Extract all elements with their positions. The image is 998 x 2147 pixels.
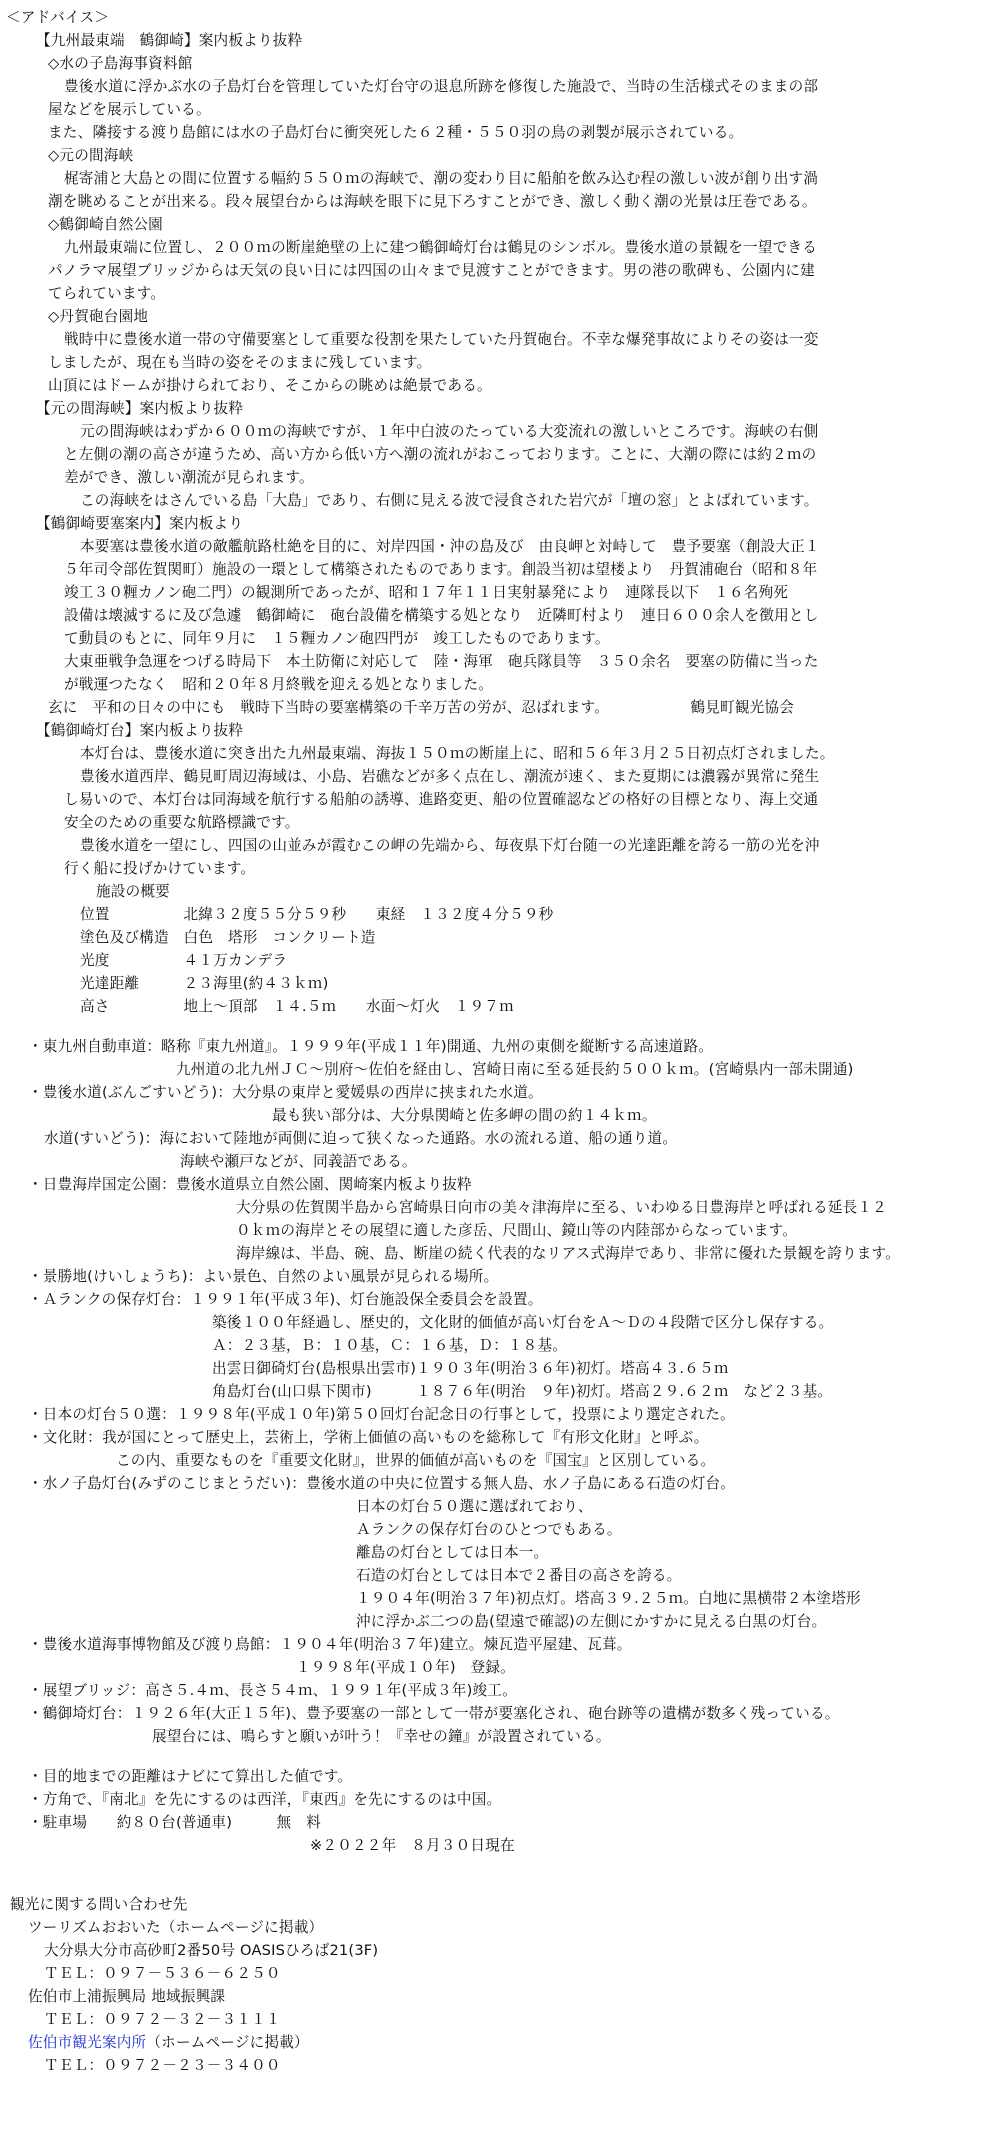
advice-line: ・鶴御埼灯台：１９２６年(大正１５年)、豊予要塞の一部として一帯が要塞化され、砲台跡等の遺構が数多く残っている。 [28,1705,840,1722]
advice-line: 位置 北緯３２度５５分５９秒 東経 １３２度４分５９秒 [80,906,554,923]
tourism-oita-name: ツーリズムおおいた（ホームページに掲載） [28,1919,324,1936]
advice-line: ０ｋｍの海岸とその展望に適した彦岳、尺間山、鏡山等の内陸部からなっています。 [236,1222,797,1239]
advice-line: 【鶴御崎灯台】案内板より抜粋 [36,722,244,739]
advice-line: しましたが、現在も当時の姿をそのままに残しています。 [48,354,432,371]
advice-line: 九州道の北九州ＪＣ～別府～佐伯を経由し、宮崎日南に至る延長約５００ｋｍ。(宮崎県内一部未開通) [176,1061,854,1078]
advice-line: 光度 ４１万カンデラ [80,952,288,969]
advice-line: ・文化財：我が国にとって歴史上，芸術上，学術上価値の高いものを総称して『有形文化財』と呼ぶ。 [28,1429,709,1446]
advice-line: 潮を眺めることが出来る。段々展望台からは海峡を眼下に見下ろすことができ、激しく動く潮の光景は圧巻である。 [48,193,817,210]
kamiura-office-tel: ＴＥＬ：０９７２－３２－３１１１ [44,2011,281,2028]
advice-header: ＜アドバイス＞ [6,9,110,26]
advice-line: と左側の潮の高さが違うため、高い方から低い方へ潮の流れがおこっております。ことに、大潮の際には約２ｍの [64,446,817,463]
advice-line: ◇鶴御崎自然公園 [48,216,163,233]
advice-line: １９０４年(明治３７年)初点灯。塔高３９.２５ｍ。白地に黒横帯２本塗塔形 [356,1590,861,1607]
advice-line: ・日本の灯台５０選：１９９８年(平成１０年)第５０回灯台記念日の行事として，投票により選定された。 [28,1406,735,1423]
advice-line: 行く船に投げかけています。 [64,860,256,877]
contact-heading: 観光に関する問い合わせ先 [10,1896,188,1913]
advice-line: 屋などを展示している。 [48,101,211,118]
advice-line: 元の間海峡はわずか６００ｍの海峡ですが、１年中白波のたっている大変流れの激しいところです。海峡の右側 [80,423,819,440]
advice-line: 玄に 平和の日々の中にも 戦時下当時の要塞構築の千辛万苦の労が、忍ばれます。 鶴見町観光協会 [48,699,795,716]
advice-line: 豊後水道に浮かぶ水の子島灯台を管理していた灯台守の退息所跡を修復した施設で、当時の生活様式そのままの部 [64,78,819,95]
advice-line: 築後１００年経過し、歴史的，文化財的価値が高い灯台をＡ～Ｄの４段階で区分し保存する。 [212,1314,834,1331]
advice-line: 水道(すいどう)：海において陸地が両側に迫って狭くなった通路。水の流れる道、船の通り道。 [44,1130,678,1147]
advice-line: ・豊後水道海事博物館及び渡り鳥館：１９０４年(明治３７年)建立。煉瓦造平屋建、瓦葺。 [28,1636,632,1653]
advice-line: 角島灯台(山口県下関市) １８７６年(明治 ９年)初灯。塔高２９.６２ｍ など２３基。 [212,1383,833,1400]
advice-line: 豊後水道西岸、鶴見町周辺海域は、小島、岩礁などが多く点在し、潮流が速く、また夏期には濃霧が異常に発生 [80,768,820,785]
advice-line: Ａランクの保存灯台のひとつでもある。 [356,1521,622,1538]
advice-line: 九州最東端に位置し、２００ｍの断崖絶壁の上に建つ鶴御崎灯台は鶴見のシンボル。豊後水道の景観を一望できる [64,239,817,256]
advice-line: ・目的地までの距離はナビにて算出した値です。 [28,1768,353,1785]
advice-line: ◇元の間海峡 [48,147,134,164]
advice-line: 大東亜戦争急運をつげる時局下 本土防衛に対応して 陸・海軍 砲兵隊員等 ３５０余名 要塞の防備に当った [64,653,819,670]
advice-line: Ａ：２３基，Ｂ：１０基，Ｃ：１６基，Ｄ：１８基。 [212,1337,568,1354]
advice-line: 山頂にはドームが掛けられており、そこからの眺めは絶景である。 [48,377,492,394]
advice-line: ・水ノ子島灯台(みずのこじまとうだい)：豊後水道の中央に位置する無人島、水ノ子島にある石造の灯台。 [28,1475,736,1492]
saiki-tourist-info-link[interactable]: 佐伯市観光案内所 [28,2034,147,2051]
advice-line: ・景勝地(けいしょうち)：よい景色、自然のよい風景が見られる場所。 [28,1268,499,1285]
advice-line: てられています。 [48,285,166,302]
kamiura-office-name: 佐伯市上浦振興局 地域振興課 [28,1988,226,2005]
advice-line: パノラマ展望ブリッジからは天気の良い日には四国の山々まで見渡すことができます。男の港の歌碑も、公園内に建 [48,262,815,279]
advice-line: 豊後水道を一望にし、四国の山並みが霞むこの岬の先端から、毎夜県下灯台随一の光達距離を誇る一筋の光を沖 [80,837,820,854]
advice-line: １９９８年(平成１０年) 登録。 [296,1659,515,1676]
advice-line: 最も狭い部分は、大分県関崎と佐多岬の間の約１４ｋｍ。 [272,1107,657,1124]
advice-line: 離島の灯台としては日本一。 [356,1544,549,1561]
advice-line: 梶寄浦と大島との間に位置する幅約５５０ｍの海峡で、潮の変わり目に船舶を飲み込む程の激しい波が創り出す渦 [64,170,819,187]
advice-line: 設備は壊滅するに及び急遽 鶴御崎に 砲台設備を構築する処となり 近隣町村より 連日６００余人を徴用とし [64,607,819,624]
advice-line: 【鶴御崎要塞案内】案内板より [36,515,244,532]
advice-line: 【元の間海峡】案内板より抜粋 [36,400,244,417]
advice-line: 【九州最東端 鶴御崎】案内板より抜粋 [36,32,303,49]
advice-line: 本灯台は、豊後水道に突き出た九州最東端、海抜１５０ｍの断崖上に、昭和５６年３月２５日初点灯されました。 [80,745,835,762]
advice-line: ・日豊海岸国定公園：豊後水道県立自然公園、関崎案内板より抜粋 [28,1176,472,1193]
advice-line: ◇水の子島海事資料館 [48,55,193,72]
advice-line: 石造の灯台としては日本で２番目の高さを誇る。 [356,1567,682,1584]
advice-line: ５年司令部佐賀関町）施設の一環として構築されたものであります。創設当初は望楼より 丹賀浦砲台（昭和８年 [64,561,818,578]
advice-line: ・豊後水道(ぶんごすいどう)：大分県の東岸と愛媛県の西岸に挟まれた水道。 [28,1084,543,1101]
advice-line: て動員のもとに、同年９月に １５糎カノン砲四門が 竣工したものであります。 [64,630,610,647]
advice-line: ・Ａランクの保存灯台：１９９１年(平成３年)、灯台施設保全委員会を設置。 [28,1291,543,1308]
tourism-oita-tel: ＴＥＬ：０９７－５３６－６２５０ [44,1965,281,1982]
saiki-info-suffix: （ホームページに掲載） [146,2034,309,2051]
advice-line: この海峡をはさんでいる島「大島」であり、右側に見える波で浸食された岩穴が「壇の窓」とよばれています。 [80,492,819,509]
advice-line: 光達距離 ２３海里(約４３ｋｍ) [80,975,329,992]
advice-line: 海峡や瀬戸などが、同義語である。 [180,1153,417,1170]
advice-line: 安全のための重要な航路標識です。 [64,814,300,831]
advice-line: し易いので、本灯台は同海域を航行する船舶の誘導、進路変更、船の位置確認などの格好の目標となり、海上交通 [64,791,819,808]
advice-line: また、隣接する渡り島館には水の子島灯台に衝突死した６２種・５５０羽の鳥の剥製が展示されている。 [48,124,744,141]
advice-line: ・駐車場 約８０台(普通車) 無 料 [28,1814,321,1831]
advice-line: 差ができ、激しい潮流が見られます。 [64,469,314,486]
advice-line: 本要塞は豊後水道の敵艦航路杜絶を目的に、対岸四国・沖の島及び 由良岬と対峙して 豊予要塞（創設大正１ [80,538,820,555]
advice-line: ・東九州自動車道：略称『東九州道』。１９９９年(平成１１年)開通、九州の東側を縦断する高速道路。 [28,1038,714,1055]
advice-line: 塗色及び構造 白色 塔形 コンクリート造 [80,929,376,946]
advice-line: ※２０２２年 ８月３０日現在 [310,1837,515,1854]
tourism-oita-address: 大分県大分市高砂町2番50号 OASISひろば21(3F) [44,1942,379,1959]
advice-line: この内、重要なものを『重要文化財』，世界的価値が高いものを『国宝』と区別している。 [116,1452,716,1469]
advice-line: ・展望ブリッジ：高さ５.４ｍ、長さ５４ｍ、１９９１年(平成３年)竣工。 [28,1682,517,1699]
advice-line: 沖に浮かぶ二つの島(望遠で確認)の左側にかすかに見える白黒の灯台。 [356,1613,827,1630]
advice-line: 展望台には、鳴らすと願いが叶う！『幸せの鐘』が設置されている。 [152,1728,611,1745]
advice-line: 高さ 地上～頂部 １４.５ｍ 水面～灯火 １９７ｍ [80,998,514,1015]
saiki-info-line [28,2033,309,2052]
advice-line: が戦運つたなく 昭和２０年８月終戦を迎える処となりました。 [64,676,494,693]
saiki-info-tel: ＴＥＬ：０９７２－２３－３４００ [44,2057,281,2074]
advice-line: 大分県の佐賀関半島から宮崎県日向市の美々津海岸に至る、いわゆる日豊海岸と呼ばれる延長１２ [236,1199,887,1216]
advice-line: 海岸線は、半島、碗、島、断崖の続く代表的なリアス式海岸であり、非常に優れた景観を誇ります。 [236,1245,900,1262]
advice-line: ◇丹賀砲台園地 [48,308,149,325]
advice-line: 日本の灯台５０選に選ばれており、 [356,1498,593,1515]
advice-line: 施設の概要 [96,883,170,900]
advice-line: 竣工３０糎カノン砲二門）の観測所であったが、昭和１７年１１日実射暴発により 連隊長以下 １６名殉死 [64,584,789,601]
advice-line: 出雲日御碕灯台(島根県出雲市)１９０３年(明治３６年)初灯。塔高４３.６５ｍ [212,1360,729,1377]
advice-line: 戦時中に豊後水道一帯の守備要塞として重要な役割を果たしていた丹賀砲台。不幸な爆発事故によりその姿は一変 [64,331,819,348]
advice-line: ・方角で、『南北』を先にするのは西洋，『東西』を先にするのは中国。 [28,1791,502,1808]
